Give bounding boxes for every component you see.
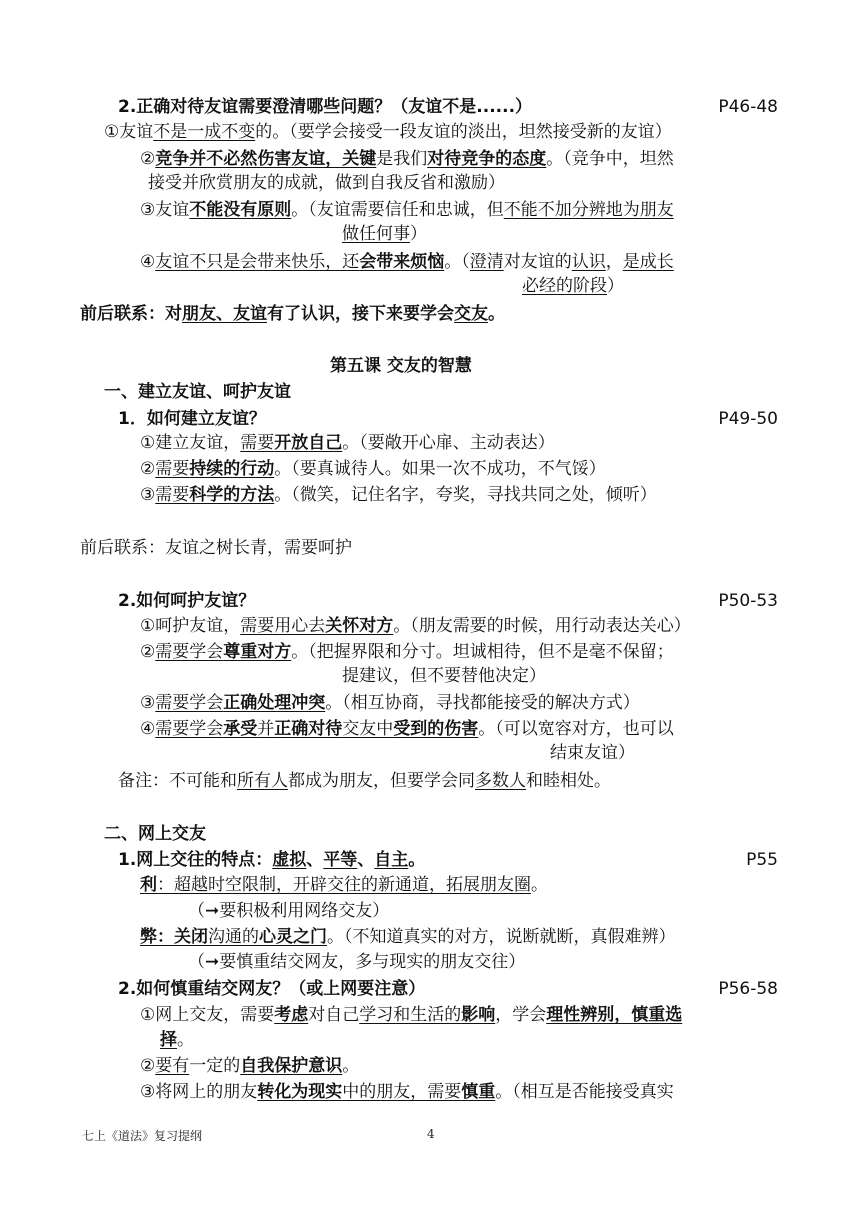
p2-q1-title: 1.网上交往的特点：虚拟、平等、自主。 [118,850,426,870]
pro-line: 利：超越时空限制，开辟交往的新通道，拓展朋友圈。 [140,875,548,895]
footer-doc-title: 七上《道法》复习提纲 [82,1129,203,1143]
item-3: ③友谊不能没有原则。（友谊需要信任和忠诚，但不能不加分辨地为朋友 [140,200,674,220]
lesson-title: 第五课 交友的智慧 [330,356,472,376]
item-4: ④友谊不只是会带来快乐，还会带来烦恼。（澄清对友谊的认识，是成长 [140,252,674,272]
q1-answer-1: ①建立友谊，需要开放自己。（要敞开心扉、主动表达） [140,433,555,453]
q2-answer-1: ①呵护友谊，需要用心去关怀对方。（朋友需要的时候，用行动表达关心） [140,616,691,636]
p2-q1-page-ref: P55 [746,850,778,870]
item-4-cont: 必经的阶段） [522,276,624,296]
footer-page-number: 4 [427,1127,435,1141]
con-tip: （➞要慎重结交网友，多与现实的朋友交往） [188,952,526,972]
part-1-title: 一、建立友谊、呵护友谊 [104,382,291,402]
item-2: ②竞争并不必然伤害友谊，关键是我们对待竞争的态度。（竞争中，坦然 [140,149,674,169]
q1-title: 1．如何建立友谊？ [118,409,266,429]
item-2-cont: 接受并欣赏朋友的成就，做到自我反省和激励） [148,173,505,193]
q1-page-ref: P49-50 [718,409,778,429]
q1-answer-2: ②需要持续的行动。（要真诚待人。如果一次不成功，不气馁） [140,459,606,479]
item-1: ①友谊不是一成不变的。（要学会接受一段友谊的淡出，坦然接受新的友谊） [104,122,672,142]
link-text-2: 前后联系：友谊之树长青，需要呵护 [80,538,352,558]
pro-tip: （➞要积极利用网络交友） [188,901,390,921]
item-3-cont: 做任何事） [342,224,427,244]
q2-answer-2: ②需要学会尊重对方。（把握界限和分寸。坦诚相待，但不是毫不保留； [140,642,674,662]
p2-q2-answer-3: ③将网上的朋友转化为现实中的朋友，需要慎重。（相互是否能接受真实 [140,1082,674,1102]
part-2-title: 二、网上交友 [104,824,206,844]
p2-q2-page-ref: P56-58 [718,979,778,999]
link-text: 前后联系：对朋友、友谊有了认识，接下来要学会交友。 [80,304,505,324]
q2-answer-4-cont: 结束友谊） [550,743,635,763]
p2-q2-title: 2.如何慎重结交网友？（或上网要注意） [118,979,426,999]
p2-q2-answer-1: ①网上交友，需要考虑对自己学习和生活的影响，学会理性辨别，慎重选 [140,1005,683,1025]
q2-title: 2.如何呵护友谊？ [118,591,256,611]
q2-answer-3: ③需要学会正确处理冲突。（相互协商，寻找都能接受的解决方式） [140,693,640,713]
p2-q2-answer-2: ②要有一定的自我保护意识。 [140,1056,360,1076]
p2-q2-answer-1-cont: 择。 [160,1030,194,1050]
q2-answer-2-cont: 提建议，但不要替他决定） [342,666,546,686]
q2-page-ref: P50-53 [718,591,778,611]
section-title: 2.正确对待友谊需要澄清哪些问题？（友谊不是......） [118,97,533,117]
page-ref: P46-48 [718,97,778,117]
con-line: 弊：关闭沟通的心灵之门。（不知道真实的对方，说断就断，真假难辨） [140,927,676,947]
note: 备注：不可能和所有人都成为朋友，但要学会同多数人和睦相处。 [118,771,611,791]
q2-answer-4: ④需要学会承受并正确对待交友中受到的伤害。（可以宽容对方，也可以 [140,719,674,739]
q1-answer-3: ③需要科学的方法。（微笑，记住名字，夸奖，寻找共同之处，倾听） [140,485,657,505]
